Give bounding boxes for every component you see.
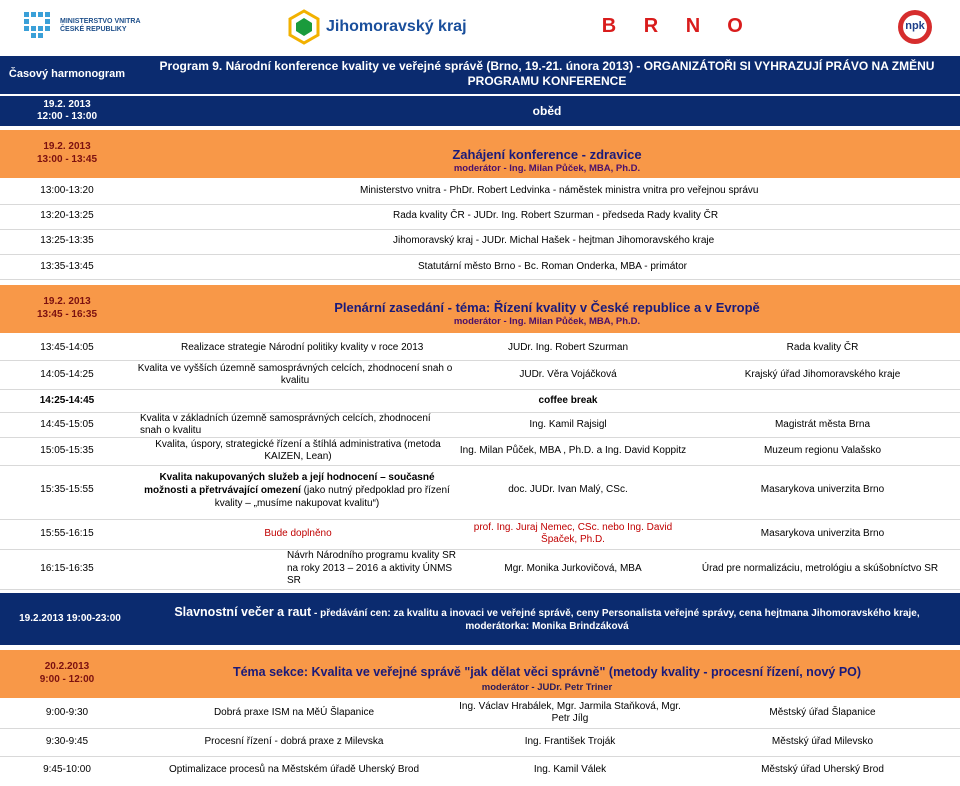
plenary-item-speaker: JUDr. Ing. Robert Szurman <box>507 341 629 353</box>
section2-item-time: 9:30-9:45 <box>45 735 89 747</box>
evening-text <box>144 606 950 633</box>
opening-item-text: Statutární město Brno - Bc. Roman Onderka, MBA - primátor <box>418 260 687 272</box>
header-row <box>0 56 960 94</box>
plenary-item-time: 14:25-14:45 <box>39 394 95 406</box>
plenary-item-time: 16:15-16:35 <box>40 562 94 574</box>
npk-text: npk <box>905 20 925 32</box>
plenary-item-speaker: JUDr. Věra Vojáčková <box>519 368 617 380</box>
section2-item-org: Městský úřad Šlapanice <box>769 706 876 718</box>
opening-date: 19.2. 2013 <box>43 141 91 152</box>
mvcr-line1: MINISTERSTVO VNITRA <box>60 18 141 25</box>
section2-item-time: 9:45-10:00 <box>43 763 91 775</box>
opening-moderator: moderátor - Ing. Milan Půček, MBA, Ph.D. <box>453 163 641 174</box>
plenary-item-topic: Realizace strategie Národní politiky kvality v roce 2013 <box>181 341 424 353</box>
opening-item-text: Rada kvality ČR - JUDr. Ing. Robert Szurman - předseda Rady kvality ČR <box>393 209 719 221</box>
plenary-date: 19.2. 2013 <box>43 296 91 307</box>
mvcr-emblem-icon <box>22 8 56 42</box>
plenary-item-org: Magistrát města Brna <box>774 418 871 430</box>
section2-date: 20.2.2013 <box>44 661 90 672</box>
plenary-item-topic: Kvalita ve vyšších územně samosprávných celcích, zhodnocení snah o kvalitu <box>137 362 453 386</box>
brno-letter: O <box>727 14 743 37</box>
opening-item-text: Jihomoravský kraj - JUDr. Michal Hašek - hejtman Jihomoravského kraje <box>393 234 715 246</box>
opening-item-time: 13:20-13:25 <box>40 209 94 221</box>
section2-item-topic: Optimalizace procesů na Městském úřadě Uherský Brod <box>168 763 420 775</box>
logo-bar <box>0 0 960 56</box>
section2-item-speaker: Ing. Václav Hrabálek, Mgr. Jarmila Staňková, Mgr. Petr Jílg <box>459 700 681 724</box>
plenary-item-org: Masarykova univerzita Brno <box>760 527 885 539</box>
plenary-item-time: 15:35-15:55 <box>40 483 94 495</box>
plenary-item-time: 15:05-15:35 <box>40 444 94 456</box>
plenary-moderator: moderátor - Ing. Milan Půček, MBA, Ph.D. <box>453 316 641 327</box>
opening-row <box>0 130 960 178</box>
section2-item-org: Městský úřad Uherský Brod <box>761 763 884 775</box>
brno-letter: R <box>643 14 659 37</box>
coffee-break-label: coffee break <box>538 394 598 406</box>
plenary-item-speaker: Mgr. Monika Jurkovičová, MBA <box>504 562 642 574</box>
jmk-name: Jihomoravský kraj <box>326 18 467 35</box>
section2-item-topic: Dobrá praxe ISM na MěÚ Šlapanice <box>213 706 375 718</box>
opening-item-text: Ministerstvo vnitra - PhDr. Robert Ledvinka - náměstek ministra vnitra pro veřejnou správu <box>360 184 759 196</box>
plenary-item-speaker: prof. Ing. Juraj Nemec, CSc. nebo Ing. David Špaček, Ph.D. <box>473 521 673 545</box>
plenary-item-time: 14:05-14:25 <box>40 368 94 380</box>
lunch-date: 19.2. 2013 <box>43 99 91 110</box>
section2-datetime <box>0 660 134 686</box>
evening-row <box>0 593 960 645</box>
jmk-emblem-icon <box>286 9 322 45</box>
lunch-datetime <box>0 99 134 123</box>
plenary-item-speaker: Ing. Kamil Rajsigl <box>529 418 607 430</box>
plenary-item-topic: Kvalita v základních územně samosprávných celcích, zhodnocení snah o kvalitu <box>140 412 431 436</box>
mvcr-logo <box>22 8 152 44</box>
plenary-title: Plenární zasedání - téma: Řízení kvality v České republice a v Evropě <box>334 300 760 315</box>
evening-datetime: 19.2.2013 19:00-23:00 <box>19 612 121 624</box>
plenary-row <box>0 285 960 333</box>
jmk-logo <box>286 7 467 47</box>
plenary-item-time: 15:55-16:15 <box>40 527 94 539</box>
plenary-item-topic-bold: Kvalita nakupovaných služeb a její hodnocení – současné možnosti a přetrvávající omezení <box>144 472 435 496</box>
lunch-label: oběd <box>532 103 562 118</box>
npk-logo <box>893 8 939 46</box>
section2-item-time: 9:00-9:30 <box>45 706 89 718</box>
opening-item-time: 13:35-13:45 <box>40 260 94 272</box>
plenary-item-org: Muzeum regionu Valašsko <box>763 444 882 456</box>
brno-letter: N <box>685 14 701 37</box>
evening-rest: - předávání cen: za kvalitu a inovaci ve veřejné správě, ceny Personalista veřejné správy, cena hejtmana Jihomoravského kraje, moderátorka: Monika Brindzáková <box>311 608 920 632</box>
opening-item-time: 13:25-13:35 <box>40 234 94 246</box>
plenary-datetime <box>0 295 134 321</box>
section2-item-speaker: Ing. František Troják <box>524 735 616 747</box>
plenary-item-topic: Kvalita, úspory, strategické řízení a štíhlá administrativa (metoda KAIZEN, Lean) <box>155 438 441 462</box>
section2-item-topic: Procesní řízení - dobrá praxe z Milevska <box>204 735 384 747</box>
brno-letter: B <box>601 14 617 37</box>
section2-row <box>0 650 960 698</box>
lunch-time: 12:00 - 13:00 <box>36 111 98 122</box>
opening-item-time: 13:00-13:20 <box>40 184 94 196</box>
lunch-row <box>0 96 960 126</box>
section2-title: Téma sekce: Kvalita ve veřejné správě "jak dělat věci správně" (metody kvality - procesní řízení, nový PO) <box>232 665 862 679</box>
header-left: Časový harmonogram <box>8 68 126 81</box>
plenary-item-org: Krajský úřad Jihomoravského kraje <box>744 368 901 380</box>
plenary-item-topic-rest: (jako nutný předpoklad pro řízení kvality – „musíme nakupovat kvalitu“) <box>214 485 450 509</box>
plenary-item-topic: Návrh Národního programu kvality SR na roky 2013 – 2016 a aktivity ÚNMS SR <box>287 550 456 587</box>
section2-time: 9:00 - 12:00 <box>39 674 95 685</box>
plenary-item-speaker: Ing. Milan Půček, MBA , Ph.D. a Ing. David Koppitz <box>459 444 687 456</box>
plenary-item-org: Rada kvality ČR <box>786 341 859 353</box>
section2-item-org: Městský úřad Milevsko <box>771 735 874 747</box>
plenary-item-topic: Bude doplněno <box>264 527 332 539</box>
section2-item-speaker: Ing. Kamil Válek <box>533 763 607 775</box>
plenary-item-speaker: doc. JUDr. Ivan Malý, CSc. <box>508 483 628 495</box>
brno-logo <box>595 12 755 42</box>
opening-time: 13:00 - 13:45 <box>36 154 98 165</box>
mvcr-line2: ČESKÉ REPUBLIKY <box>60 26 127 34</box>
plenary-item-org: Úrad pre normalizáciu, metrológiu a skúšobníctvo SR <box>701 562 939 574</box>
evening-title: Slavnostní večer a raut <box>174 605 312 619</box>
plenary-item-time: 14:45-15:05 <box>40 418 94 430</box>
section2-moderator: moderátor - JUDr. Petr Triner <box>481 682 613 693</box>
opening-datetime <box>0 140 134 166</box>
plenary-item-org: Masarykova univerzita Brno <box>760 483 885 495</box>
header-title-line1: Program 9. Národní konference kvality ve veřejné správě (Brno, 19.-21. února 2013) - ORGANIZÁTOŘI SI VYHRAZUJÍ PRÁVO NA ZMĚNU <box>159 59 935 73</box>
plenary-item-time: 13:45-14:05 <box>40 341 94 353</box>
plenary-item-topic <box>138 471 456 510</box>
plenary-time: 13:45 - 16:35 <box>36 309 98 320</box>
opening-title: Zahájení konference - zdravice <box>452 147 642 162</box>
header-title <box>134 59 960 89</box>
header-title-line2: PROGRAMU KONFERENCE <box>467 74 627 88</box>
